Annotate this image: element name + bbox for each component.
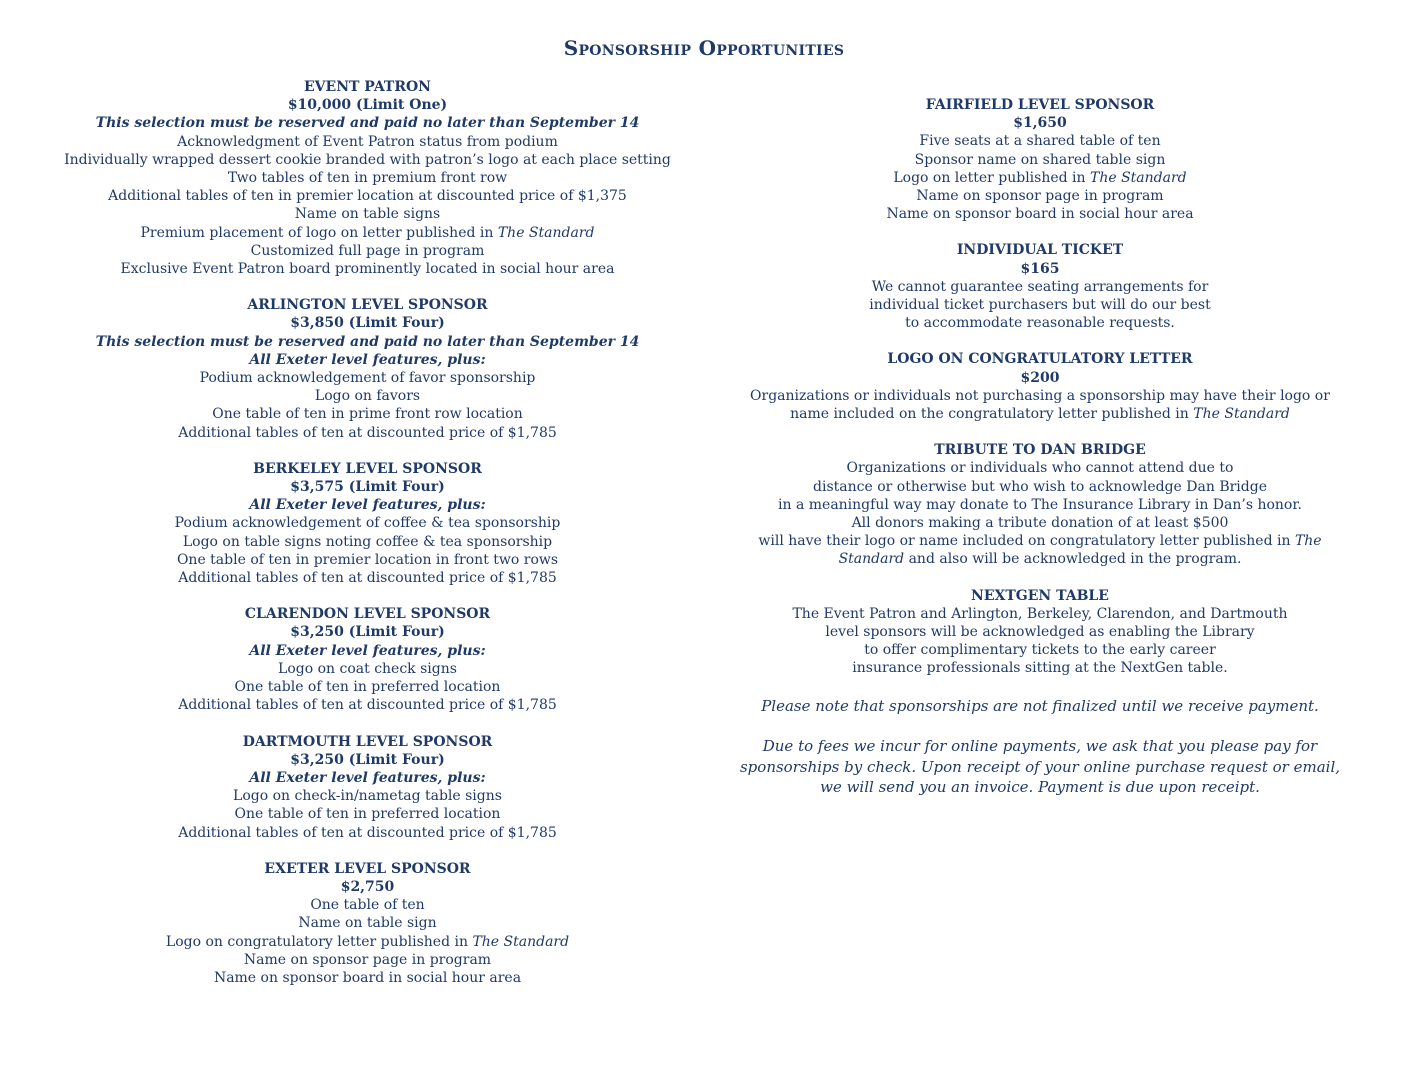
section-exeter-level-sponsor	[60, 860, 675, 987]
feature-item: One table of ten	[310, 897, 425, 914]
features-note: All Exeter level features, plus:	[249, 351, 486, 368]
publication-title: The Standard	[1193, 406, 1290, 423]
section-heading: LOGO ON CONGRATULATORY LETTER	[887, 351, 1193, 368]
feature-item: Exclusive Event Patron board prominently located in social hour area	[120, 261, 615, 278]
feature-item: Name on sponsor board in social hour area	[213, 969, 522, 986]
feature-item: Logo on table signs noting coffee & tea sponsorship	[182, 533, 553, 550]
feature-item: Two tables of ten in premium front row	[227, 170, 508, 187]
section-heading: INDIVIDUAL TICKET	[956, 242, 1124, 259]
feature-item: Organizations or individuals not purchasing a sponsorship may have their logo or	[750, 387, 1330, 404]
feature-item: Acknowledgment of Event Patron status from podium	[177, 133, 558, 150]
deadline-note: This selection must be reserved and paid no later than September 14	[95, 333, 640, 350]
feature-item: Logo on favors	[314, 388, 421, 405]
feature-item: Logo on coat check signs	[278, 660, 457, 677]
feature-item: Name on sponsor page in program	[243, 951, 492, 968]
section-clarendon-level-sponsor	[60, 605, 675, 714]
item-text: will have their logo or name included on congratulatory letter published in	[758, 533, 1295, 550]
feature-item: Additional tables of ten at discounted price of $1,785	[178, 824, 557, 841]
feature-item	[60, 933, 675, 951]
publication-title: The Standard	[472, 933, 570, 950]
section-heading: EVENT PATRON	[304, 79, 431, 95]
section-price: $1,650	[1013, 115, 1067, 132]
feature-item: Logo on check-in/nametag table signs	[233, 788, 502, 805]
section-price: $2,750	[340, 878, 395, 895]
feature-item: Additional tables of ten in premier location at discounted price of $1,375	[108, 188, 627, 205]
publication-title: The Standard	[838, 533, 1322, 568]
section-tribute-to-dan-bridge	[730, 441, 1350, 568]
left-column	[60, 78, 675, 1005]
item-text: Premium placement of logo on letter published in	[140, 224, 498, 241]
feature-item: individual ticket purchasers but will do our best	[869, 297, 1211, 314]
feature-item: One table of ten in premier location in front two rows	[176, 551, 559, 568]
feature-item: One table of ten in preferred location	[234, 679, 501, 696]
section-price: $3,575 (Limit Four)	[290, 479, 445, 496]
feature-item: Sponsor name on shared table sign	[914, 151, 1166, 168]
features-note: All Exeter level features, plus:	[249, 497, 486, 514]
feature-item: The Event Patron and Arlington, Berkeley, Clarendon, and Dartmouth	[792, 605, 1288, 622]
feature-item: Additional tables of ten at discounted price of $1,785	[178, 424, 557, 441]
feature-item	[730, 532, 1350, 568]
features-note: All Exeter level features, plus:	[249, 769, 486, 786]
feature-item: One table of ten in prime front row location	[212, 406, 523, 423]
feature-item: distance or otherwise but who wish to acknowledge Dan Bridge	[813, 478, 1267, 495]
right-column	[730, 96, 1350, 818]
section-price: $10,000 (Limit One)	[287, 97, 448, 114]
section-dartmouth-level-sponsor	[60, 733, 675, 842]
section-heading: TRIBUTE TO DAN BRIDGE	[934, 442, 1146, 459]
feature-item: insurance professionals sitting at the NextGen table.	[852, 660, 1228, 677]
feature-item: Podium acknowledgement of coffee & tea sponsorship	[174, 515, 561, 532]
notes	[730, 696, 1350, 798]
feature-item: Individually wrapped dessert cookie branded with patron’s logo at each place setting	[64, 151, 671, 168]
feature-item: All donors making a tribute donation of at least $500	[851, 515, 1229, 532]
feature-item: Name on table sign	[298, 915, 437, 932]
feature-item: level sponsors will be acknowledged as enabling the Library	[825, 624, 1255, 641]
fees-note: Due to fees we incur for online payments, we ask that you please pay for sponsorships by check. Upon receipt of your online purchase request or email, we will send you an invoice. Payment is due upon receipt.	[739, 737, 1341, 797]
section-heading: EXETER LEVEL SPONSOR	[264, 860, 471, 877]
section-heading: DARTMOUTH LEVEL SPONSOR	[242, 733, 493, 750]
feature-item: to accommodate reasonable requests.	[905, 315, 1175, 332]
section-price: $3,250 (Limit Four)	[290, 624, 445, 641]
feature-item	[730, 405, 1350, 423]
section-price: $3,850 (Limit Four)	[290, 315, 445, 332]
item-text: Logo on letter published in	[893, 169, 1090, 186]
page-title: Sponsorship Opportunities	[563, 36, 845, 60]
section-price: $200	[1020, 369, 1060, 386]
section-fairfield-level-sponsor	[730, 96, 1350, 223]
section-heading: NEXTGEN TABLE	[971, 587, 1109, 604]
item-text: name included on the congratulatory letter published in	[790, 406, 1194, 423]
feature-item: Name on table signs	[294, 206, 441, 223]
feature-item	[60, 224, 675, 242]
section-heading: ARLINGTON LEVEL SPONSOR	[247, 297, 488, 314]
feature-item	[730, 169, 1350, 187]
section-price: $165	[1020, 260, 1060, 277]
feature-item: Name on sponsor page in program	[916, 188, 1164, 205]
section-individual-ticket	[730, 241, 1350, 332]
section-nextgen-table	[730, 587, 1350, 678]
feature-item: to offer complimentary tickets to the early career	[864, 642, 1216, 659]
feature-item: Podium acknowledgement of favor sponsorship	[199, 370, 536, 387]
feature-item: Additional tables of ten at discounted price of $1,785	[178, 570, 557, 587]
section-heading: CLARENDON LEVEL SPONSOR	[244, 606, 491, 623]
feature-item: Organizations or individuals who cannot attend due to	[846, 460, 1234, 477]
feature-item: Customized full page in program	[250, 242, 485, 259]
section-event-patron	[60, 78, 675, 278]
section-heading: FAIRFIELD LEVEL SPONSOR	[925, 97, 1155, 113]
item-text: Logo on congratulatory letter published in	[165, 933, 473, 950]
publication-title: The Standard	[1090, 169, 1187, 186]
payment-note: Please note that sponsorships are not finalized until we receive payment.	[761, 696, 1319, 715]
feature-item: Five seats at a shared table of ten	[919, 133, 1161, 150]
feature-item: One table of ten in preferred location	[234, 806, 501, 823]
item-text: and also will be acknowledged in the program.	[904, 551, 1242, 568]
section-arlington-level-sponsor	[60, 296, 675, 442]
feature-item: Name on sponsor board in social hour area	[886, 206, 1194, 223]
section-logo-on-congratulatory-letter	[730, 350, 1350, 423]
feature-item: We cannot guarantee seating arrangements for	[871, 278, 1209, 295]
section-heading: BERKELEY LEVEL SPONSOR	[253, 460, 482, 477]
features-note: All Exeter level features, plus:	[249, 642, 486, 659]
deadline-note: This selection must be reserved and paid no later than September 14	[95, 115, 640, 132]
section-price: $3,250 (Limit Four)	[290, 751, 445, 768]
feature-item: in a meaningful way may donate to The Insurance Library in Dan’s honor.	[778, 496, 1302, 513]
feature-item: Additional tables of ten at discounted price of $1,785	[178, 697, 557, 714]
section-berkeley-level-sponsor	[60, 460, 675, 587]
publication-title: The Standard	[497, 224, 595, 241]
